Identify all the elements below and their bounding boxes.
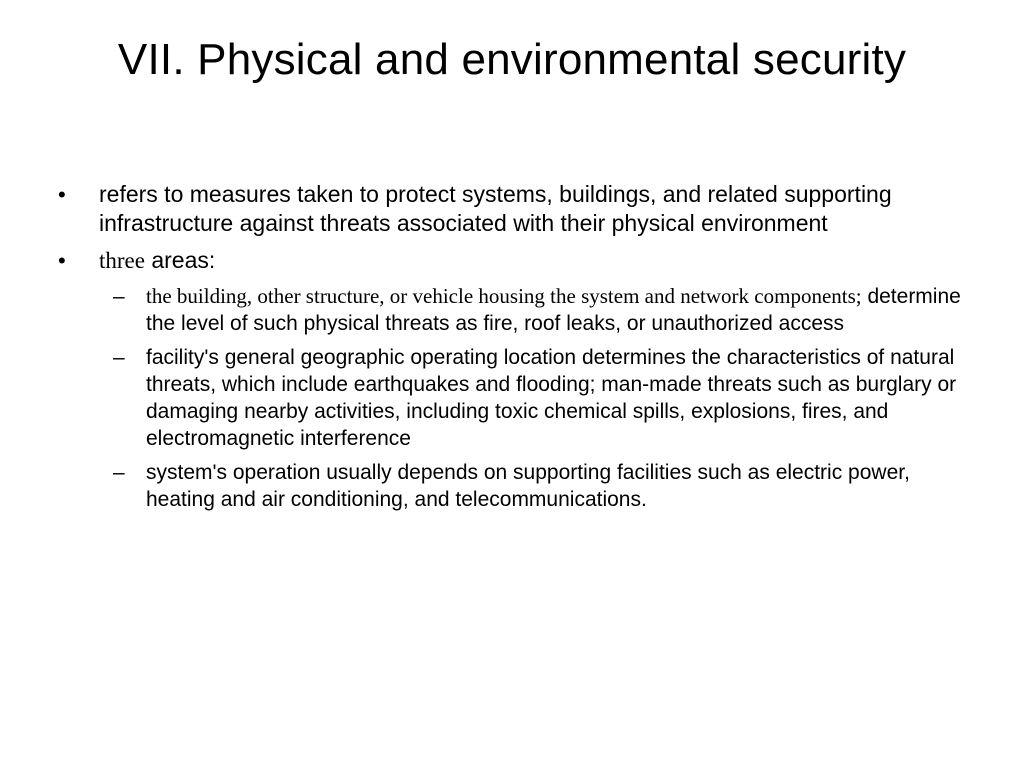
slide-content — [54, 180, 974, 520]
sub-bullet-text: system's operation usually depends on supporting facilities such as electric power, heating and air conditioning, and telecommunications. — [146, 461, 910, 511]
bullet-text: areas: — [144, 247, 216, 273]
sub-bullet-marker: – — [113, 461, 125, 484]
sub-bullet-item — [99, 283, 966, 337]
bullet-text: refers to measures taken to protect systems, buildings, and related supporting infrastructure against threats associated with their physical environment — [99, 181, 892, 236]
sub-bullet-marker: – — [113, 346, 125, 369]
sub-bullet-serif-text: the building, other structure, or vehicle housing the system and network components; — [146, 284, 862, 308]
sub-bullet-text: facility's general geographic operating location determines the characteristics of natural threats, which include earthquakes and flooding; man-made threats such as burglary or damaging nearby activities, including toxic chemical spills, explosions, fires, and electromagnetic interference — [146, 346, 957, 450]
bullet-marker: • — [58, 182, 66, 207]
bullet-item — [54, 246, 974, 275]
bullet-item — [54, 180, 974, 238]
bullet-marker: • — [58, 248, 66, 273]
sub-bullet-item — [99, 344, 966, 452]
bullet-serif-text: three — [99, 248, 145, 273]
sub-bullet-item — [99, 459, 966, 513]
sub-bullet-marker: – — [113, 285, 125, 308]
sub-bullet-text: determine the level of such physical threats as fire, roof leaks, or unauthorized access — [146, 285, 961, 335]
slide-title: VII. Physical and environmental security — [117, 35, 907, 84]
